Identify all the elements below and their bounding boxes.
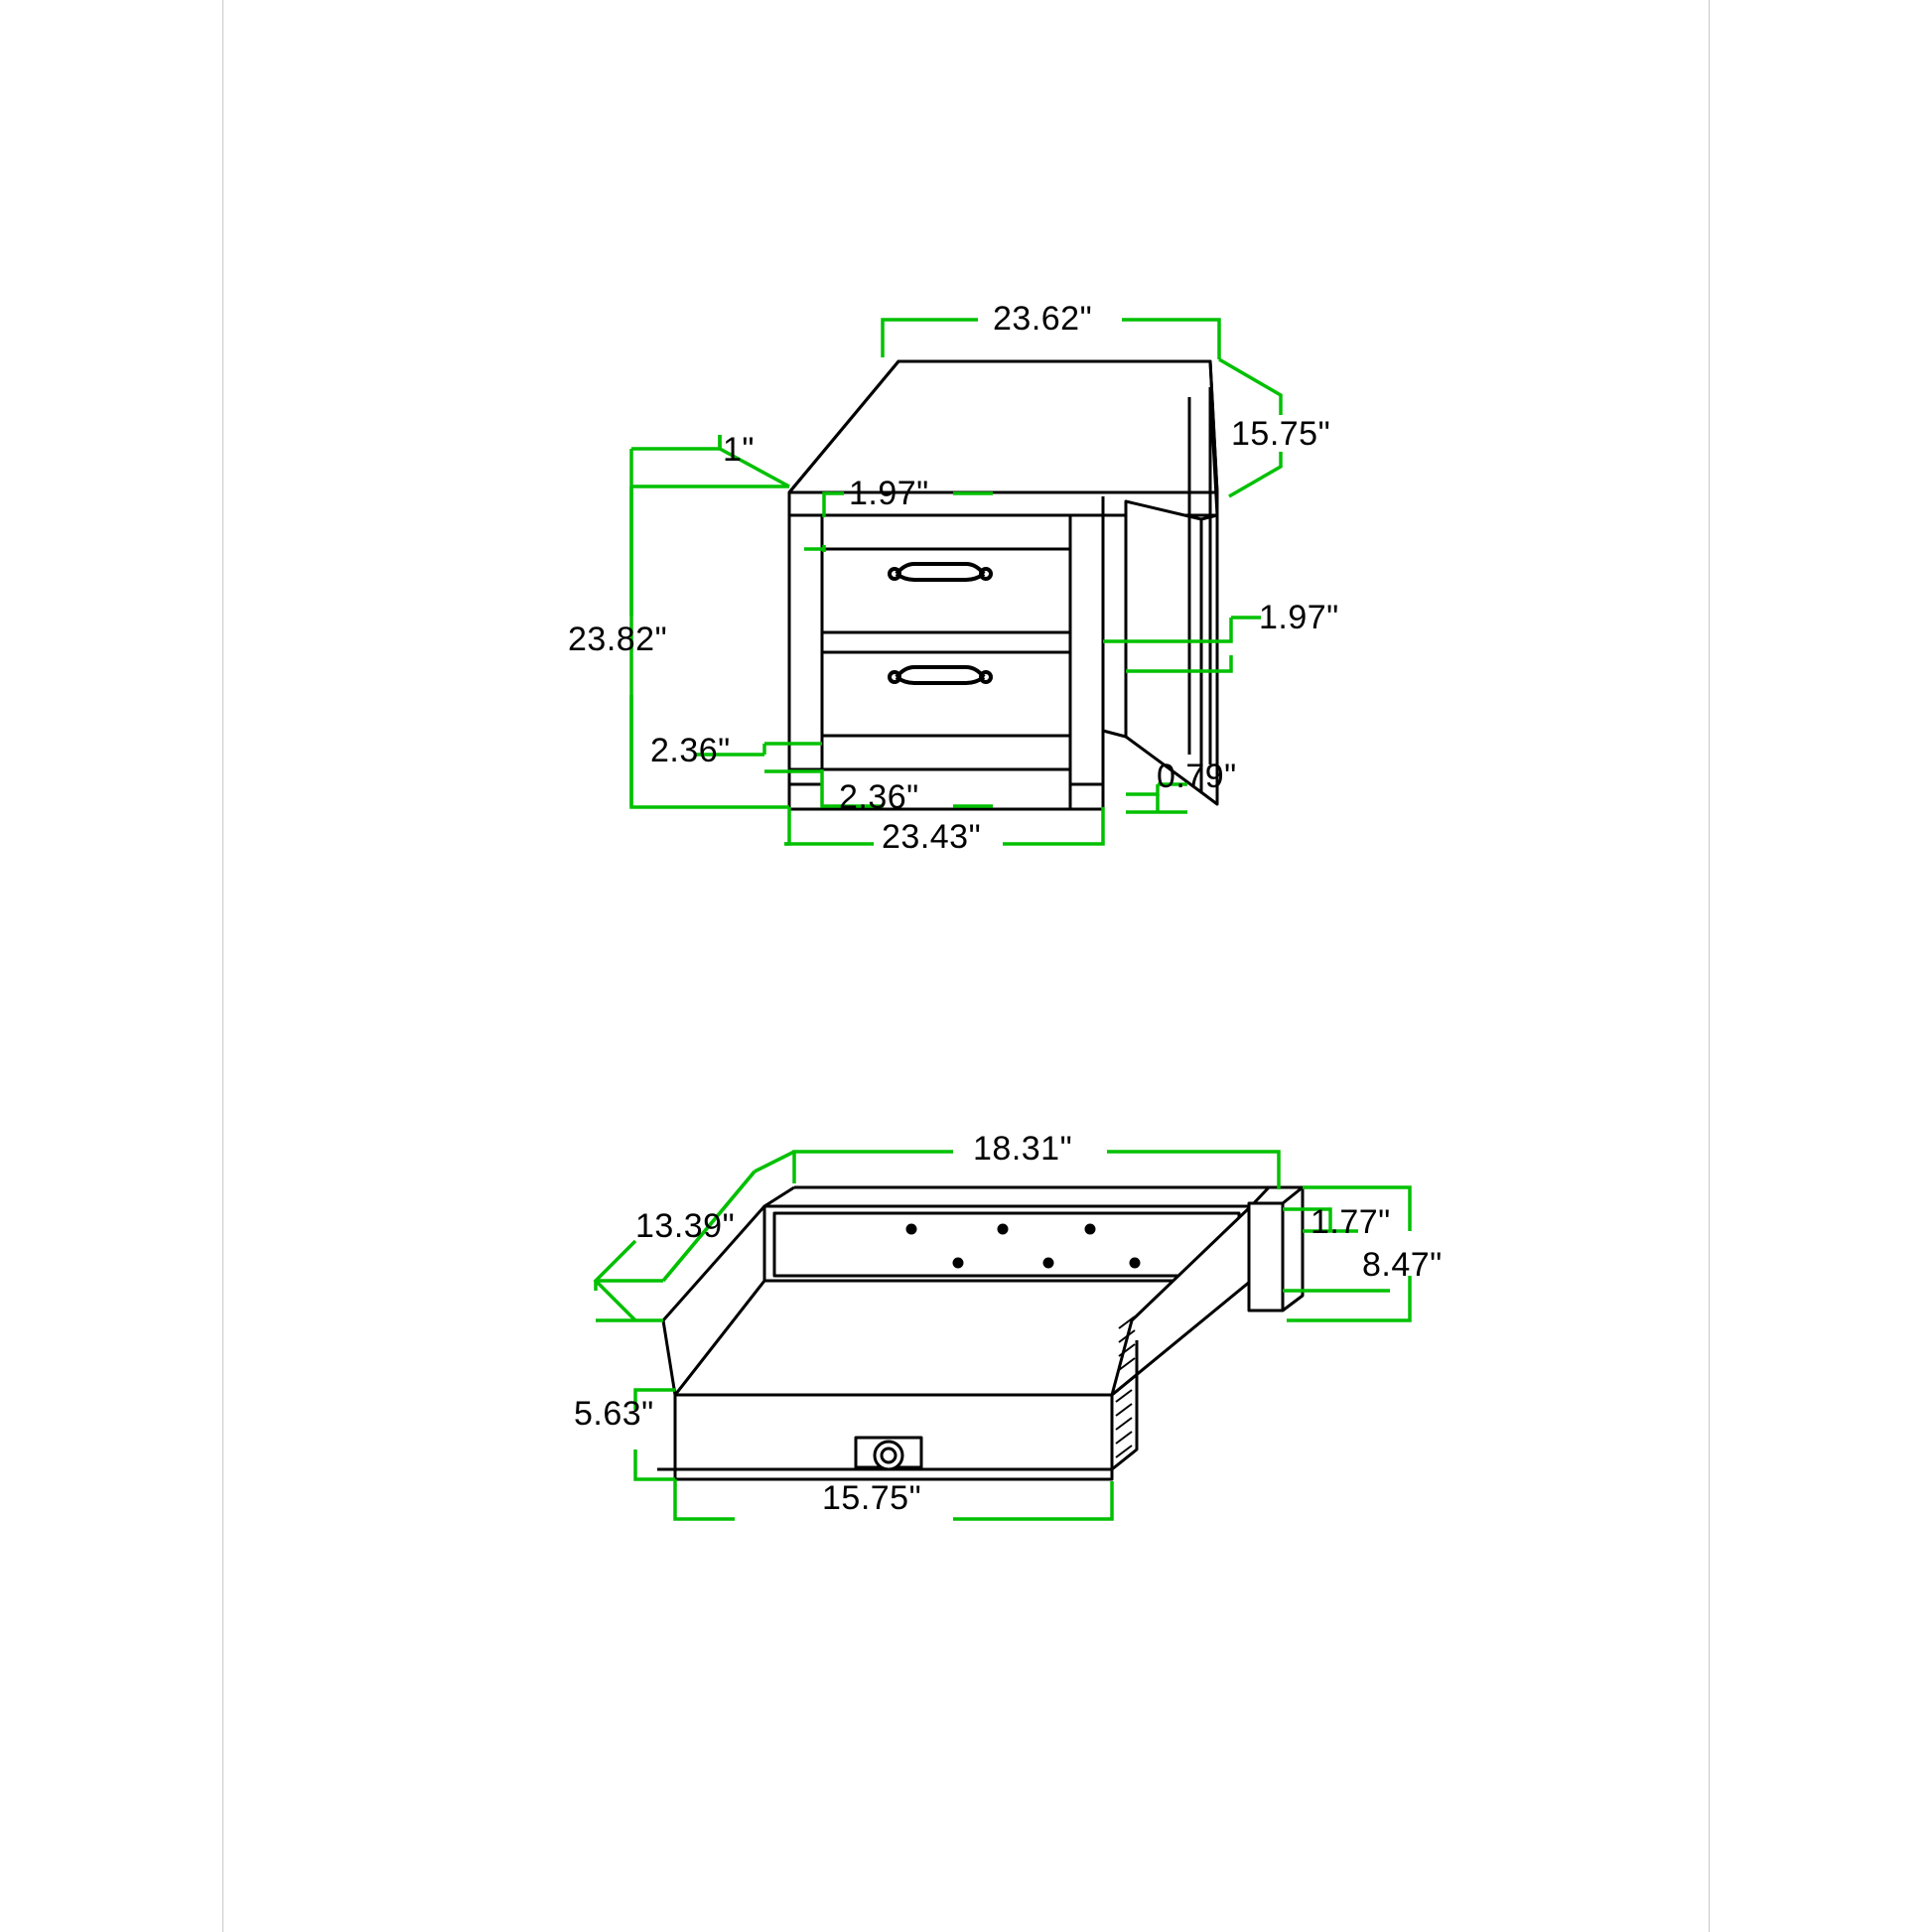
dim-label-top-rail-height: 1.97" (849, 475, 929, 512)
dim-label-side-rail-width: 1.97" (1259, 599, 1339, 636)
dim-label-overall-width: 23.43" (882, 818, 982, 856)
dim-label-bottom-rail-front: 2.36" (839, 778, 919, 816)
dim-label-drawer-bottom-width: 15.75" (822, 1479, 922, 1517)
nightstand-illustration (789, 361, 1217, 809)
dim-label-drawer-depth: 13.39" (635, 1207, 736, 1245)
dim-label-drawer-width: 18.31" (973, 1130, 1073, 1168)
dim-label-bottom-rail-left: 2.36" (650, 732, 731, 769)
dim-label-drawer-front-overhang: 1.77" (1311, 1203, 1391, 1241)
dim-label-top-depth: 15.75" (1231, 415, 1331, 453)
drawer-illustration (657, 1187, 1303, 1479)
dim-label-leg-thickness: 1" (723, 431, 755, 469)
dim-label-drawer-front-height: 8.47" (1362, 1246, 1443, 1284)
dim-label-back-panel-thickness: 0.79" (1157, 758, 1237, 795)
dim-label-overall-height: 23.82" (568, 621, 668, 658)
dim-label-top-width: 23.62" (993, 300, 1093, 338)
drawer-handle-icon (856, 1438, 921, 1469)
dim-label-drawer-box-height: 5.63" (574, 1395, 654, 1433)
